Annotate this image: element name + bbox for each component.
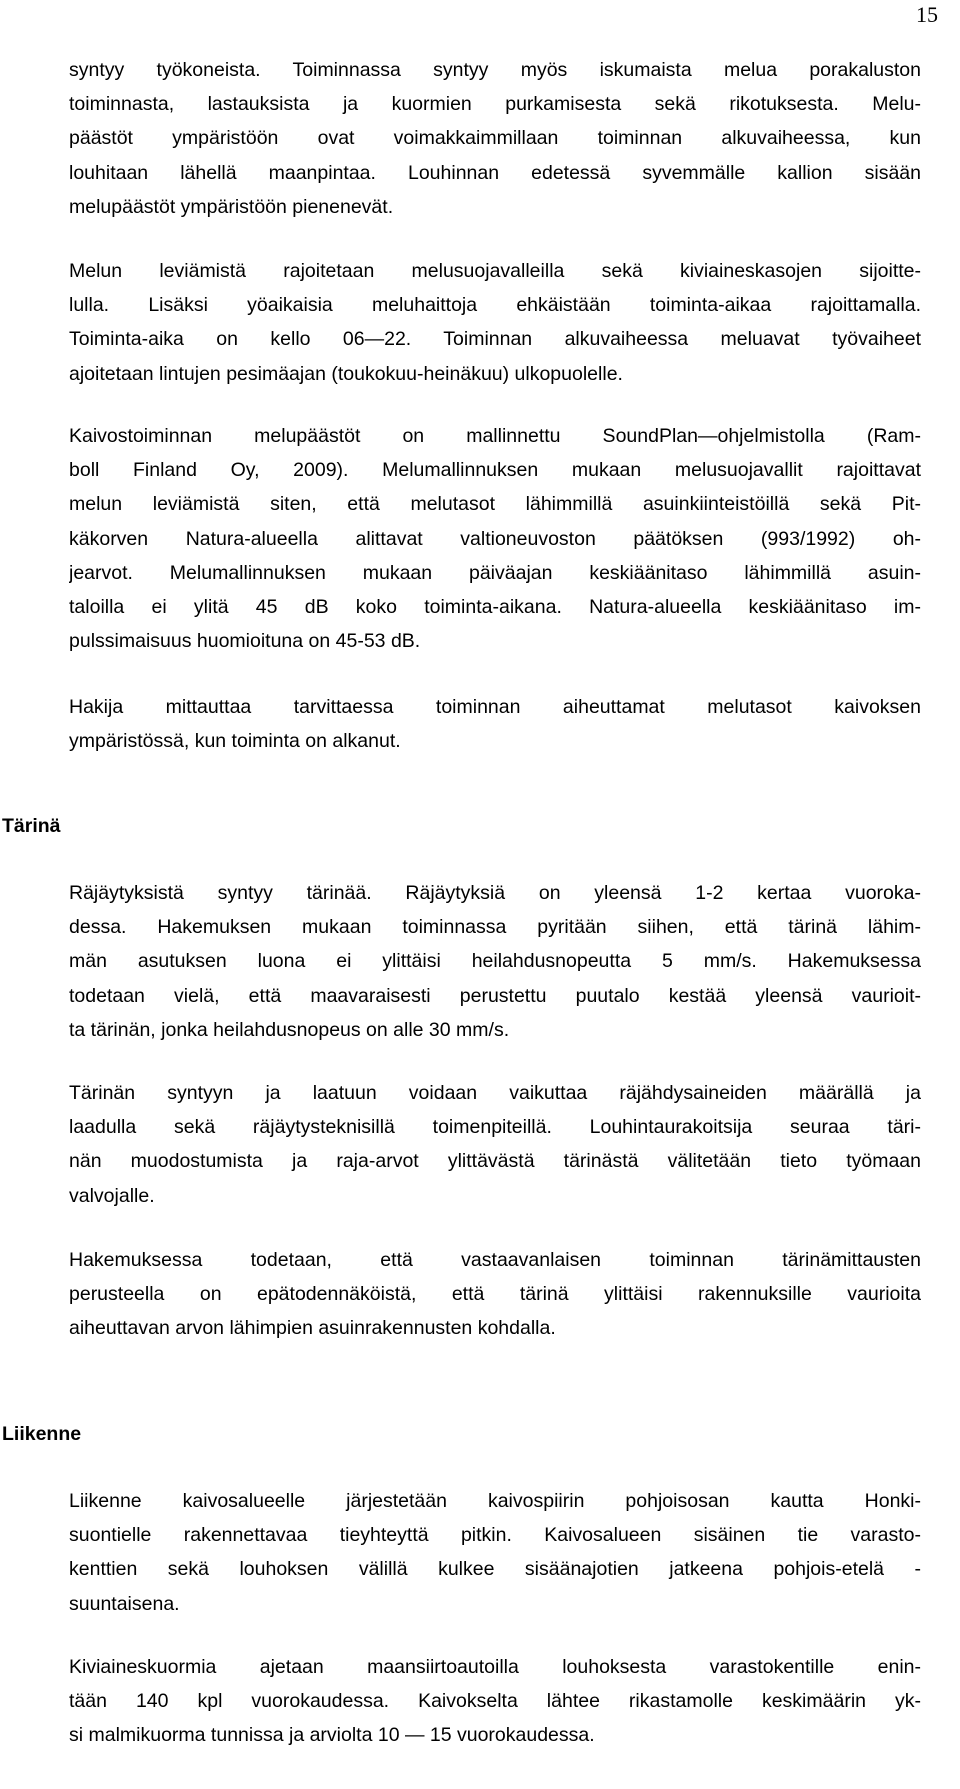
text-line: tään 140 kpl vuorokaudessa. Kaivokselta lähtee rikastamolle keskimäärin yk-	[69, 1690, 921, 1713]
text-line: si malmikuorma tunnissa ja arviolta 10 — 15 vuorokaudessa.	[69, 1724, 595, 1747]
text-line: nän muodostumista ja raja-arvot ylittävästä tärinästä välitetään tieto työmaan	[69, 1150, 921, 1173]
paragraph-noise-measurement	[69, 690, 921, 758]
text-line: aiheuttavan arvon lähimpien asuinrakennusten kohdalla.	[69, 1317, 556, 1340]
section-heading-tarina: Tärinä	[2, 815, 61, 837]
text-line: Melun leviämistä rajoitetaan melusuojavalleilla sekä kiviaineskasojen sijoitte-	[69, 260, 921, 282]
text-line: ympäristössä, kun toiminta on alkanut.	[69, 730, 401, 753]
text-line: perusteella on epätodennäköistä, että tärinä ylittäisi rakennuksille vaurioita	[69, 1283, 921, 1306]
text-line: jearvot. Melumallinnuksen mukaan päiväajan keskiäänitaso lähimmillä asuin-	[69, 561, 921, 584]
text-line: Tärinän syntyyn ja laatuun voidaan vaikuttaa räjähdysaineiden määrällä ja	[69, 1082, 921, 1104]
paragraph-noise-sources	[69, 53, 921, 224]
text-line: ta tärinän, jonka heilahdusnopeus on alle 30 mm/s.	[69, 1018, 510, 1041]
text-line: ajoitetaan lintujen pesimäajan (toukokuu-heinäkuu) ulkopuolelle.	[69, 362, 623, 385]
paragraph-vibration-assessment	[69, 1243, 921, 1346]
text-line: Toiminta-aika on kello 06—22. Toiminnan alkuvaiheessa meluavat työvaiheet	[69, 328, 921, 351]
paragraph-vibration-control	[69, 1076, 921, 1213]
text-line: todetaan vielä, että maavaraisesti perustettu puutalo kestää yleensä vaurioit-	[69, 984, 921, 1007]
text-line: kenttien sekä louhoksen välillä kulkee sisäänajotien jatkeena pohjois-etelä -	[69, 1558, 921, 1581]
paragraph-vibration-blasting	[69, 876, 921, 1047]
text-line: melupäästöt ympäristöön pienenevät.	[69, 195, 394, 218]
text-line: melun leviämistä siten, että melutasot lähimmillä asuinkiinteistöillä sekä Pit-	[69, 493, 921, 516]
text-line: Hakija mittauttaa tarvittaessa toiminnan aiheuttamat melutasot kaivoksen	[69, 696, 921, 718]
text-line: Kiviaineskuormia ajetaan maansiirtoautoilla louhoksesta varastokentille enin-	[69, 1656, 921, 1678]
text-line: päästöt ympäristöön ovat voimakkaimmillaan toiminnan alkuvaiheessa, kun	[69, 127, 921, 150]
text-line: boll Finland Oy, 2009). Melumallinnuksen mukaan melusuojavallit rajoittavat	[69, 459, 921, 482]
text-line: lulla. Lisäksi yöaikaisia meluhaittoja ehkäistään toiminta-aikaa rajoittamalla.	[69, 294, 921, 317]
paragraph-traffic-volume	[69, 1650, 921, 1753]
text-line: suontielle rakennettavaa tieyhteyttä pitkin. Kaivosalueen sisäinen tie varasto-	[69, 1524, 921, 1547]
text-line: män asutuksen luona ei ylittäisi heilahdusnopeutta 5 mm/s. Hakemuksessa	[69, 950, 921, 973]
text-line: suuntaisena.	[69, 1592, 180, 1615]
paragraph-traffic-route	[69, 1484, 921, 1621]
section-heading-liikenne: Liikenne	[2, 1423, 82, 1445]
text-line: Kaivostoiminnan melupäästöt on mallinnettu SoundPlan—ohjelmistolla (Ram-	[69, 425, 921, 447]
text-line: syntyy työkoneista. Toiminnassa syntyy myös iskumaista melua porakaluston	[69, 59, 921, 81]
text-line: taloilla ei ylitä 45 dB koko toiminta-aikana. Natura-alueella keskiäänitaso im-	[69, 595, 921, 618]
text-line: valvojalle.	[69, 1184, 155, 1207]
paragraph-noise-modelling	[69, 419, 921, 658]
text-line: käkorven Natura-alueella alittavat valtioneuvoston päätöksen (993/1992) oh-	[69, 527, 921, 550]
text-line: Räjäytyksistä syntyy tärinää. Räjäytyksiä on yleensä 1-2 kertaa vuoroka-	[69, 882, 921, 904]
text-line: toiminnasta, lastauksista ja kuormien purkamisesta sekä rikotuksesta. Melu-	[69, 93, 921, 116]
text-line: Hakemuksessa todetaan, että vastaavanlaisen toiminnan tärinämittausten	[69, 1249, 921, 1271]
text-line: dessa. Hakemuksen mukaan toiminnassa pyritään siihen, että tärinä lähim-	[69, 916, 921, 939]
text-line: Liikenne kaivosalueelle järjestetään kaivospiirin pohjoisosan kautta Honki-	[69, 1490, 921, 1512]
paragraph-noise-limitation	[69, 254, 921, 391]
text-line: louhitaan lähellä maanpintaa. Louhinnan edetessä syvemmälle kallion sisään	[69, 161, 921, 184]
page-number: 15	[916, 2, 938, 27]
text-line: laadulla sekä räjäytysteknisillä toimenpiteillä. Louhintaurakoitsija seuraa täri-	[69, 1116, 921, 1139]
text-line: pulssimaisuus huomioituna on 45-53 dB.	[69, 630, 421, 653]
